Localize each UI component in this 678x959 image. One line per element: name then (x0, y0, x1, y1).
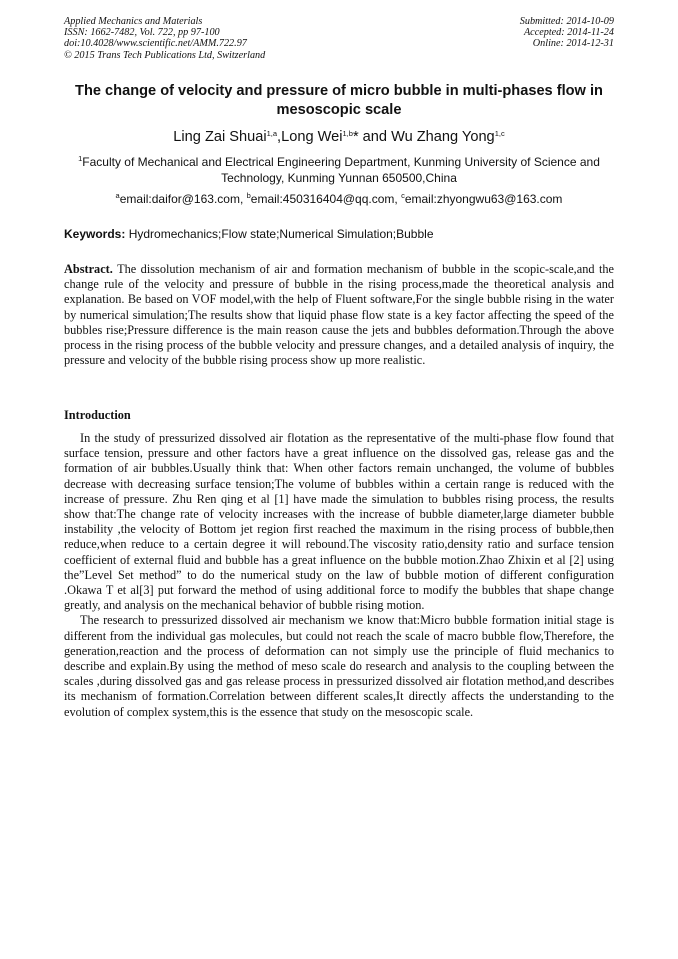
online-date: Online: 2014-12-31 (532, 38, 614, 50)
introduction-body (64, 431, 614, 720)
copyright: © 2015 Trans Tech Publications Ltd, Switzerland (64, 49, 266, 61)
affiliation-sup: 1 (78, 154, 83, 163)
section-heading-introduction: Introduction (64, 408, 131, 422)
author-list (64, 128, 614, 146)
email-sup: a (115, 191, 120, 200)
keywords-text: Hydromechanics;Flow state;Numerical Simulation;Bubble (125, 227, 434, 241)
author-sup: 1,a (266, 129, 278, 138)
keywords (64, 227, 614, 242)
affiliation (64, 155, 614, 186)
author-sup: 1,b (342, 129, 353, 138)
email-sup: b (246, 191, 251, 200)
author-separator: * and (352, 129, 392, 145)
affiliation-text: Faculty of Mechanical and Electrical Engineering Department, Kunming University of Science and Technology, Kunming Yunnan 650500,China (82, 155, 600, 185)
email-link[interactable]: email:450316404@qq.com, (250, 192, 402, 206)
author-name: Long Wei (281, 129, 343, 145)
keywords-label: Keywords: (64, 227, 126, 241)
author-name: Ling Zai Shuai (173, 129, 267, 145)
journal-header-right (520, 16, 614, 50)
journal-name: Applied Mechanics and Materials (64, 16, 203, 27)
submitted-date: Submitted: 2014-10-09 (519, 16, 614, 27)
paper-title: The change of velocity and pressure of micro bubble in multi-phases flow in mesoscopic scale (75, 83, 603, 118)
journal-header-left (64, 16, 265, 61)
email-list (64, 192, 614, 207)
paragraph: The research to pressurized dissolved air mechanism we know that:Micro bubble formation initial stage is different from the individual gas molecules, but could not reach the scale of macro bubble flow,Therefore, the generation,reaction and the process of deformation can not simply use the principle of fluid mechanics to describe and explain.By using the method of meso scale do research and analysis to the coupling between the scales ,during dissolved gas and gas release process in pressurized dissolved air flotation method,and describes its mechanism of formation.Correlation between different scales,It directly affects the understanding to the evolution of complex system,this is the essence that study on the mesoscopic scale. (64, 613, 614, 719)
author-sup: 1,c (494, 129, 505, 138)
email-link[interactable]: email:zhyongwu63@163.com (404, 192, 563, 206)
doi: doi:10.4028/www.scientific.net/AMM.722.97 (64, 38, 247, 50)
abstract (64, 262, 614, 368)
author-separator: , (277, 129, 282, 145)
email-link[interactable]: email:daifor@163.com, (119, 192, 247, 206)
paragraph: In the study of pressurized dissolved air flotation as the representative of the multi-phase flow found that surface tension, pressure and other factors have a great influence on the dissolved gas, release gas and the formation of air bubbles.Usually think that: When other factors remain unchanged, the volume of bubbles decrease with decreasing surface tension;The volume of bubbles within a certain range is reduced with the increase of pressure. Zhu Ren qing et al [1] have made the simulation to bubbles rising process, the results show that:The change rate of velocity increases with the increase of bubble diameter,large diameter bubble instability ,the velocity of Bottom jet region first reached the maximum in the rising process of bubble,then reduce,when reduce to a certain degree it will rebound.The viscosity ratio,density ratio and surface tension coefficient of external fluid and bubble has a great influence on the bubble motion.Zhao Zhixin et al [2] using the”Level Set method” to do the numerical study on the law of bubble motion of different configuration .Okawa T et al[3] put forward the method of using additional force to modify the bubbles that shape change greatly, and analysis on the mechanical behavior of bubble rising motion. (64, 431, 614, 613)
accepted-date: Accepted: 2014-11-24 (523, 27, 614, 39)
abstract-text: The dissolution mechanism of air and formation mechanism of bubble in the scopic-scale,and the change rule of the velocity and pressure of bubble in the rising process,made the theoretical analysis and explanation. Be based on VOF model,with the help of Fluent software,For the single bubble rising in the water by numerical simulation;The results show that liquid phase flow state is a key factor affecting the speed of the bubbles rise;Pressure difference is the main reason cause the jets and bubbles deformation.Through the above process in the rising process of the bubble velocity and pressure changes, and a detailed analysis of inquiry, the pressure and velocity of the bubble rising process show up more realistic. (64, 262, 614, 368)
abstract-label: Abstract. (64, 262, 113, 276)
issn-volume: ISSN: 1662-7482, Vol. 722, pp 97-100 (64, 27, 220, 39)
email-sup: c (401, 191, 405, 200)
author-name: Wu Zhang Yong (391, 129, 495, 145)
